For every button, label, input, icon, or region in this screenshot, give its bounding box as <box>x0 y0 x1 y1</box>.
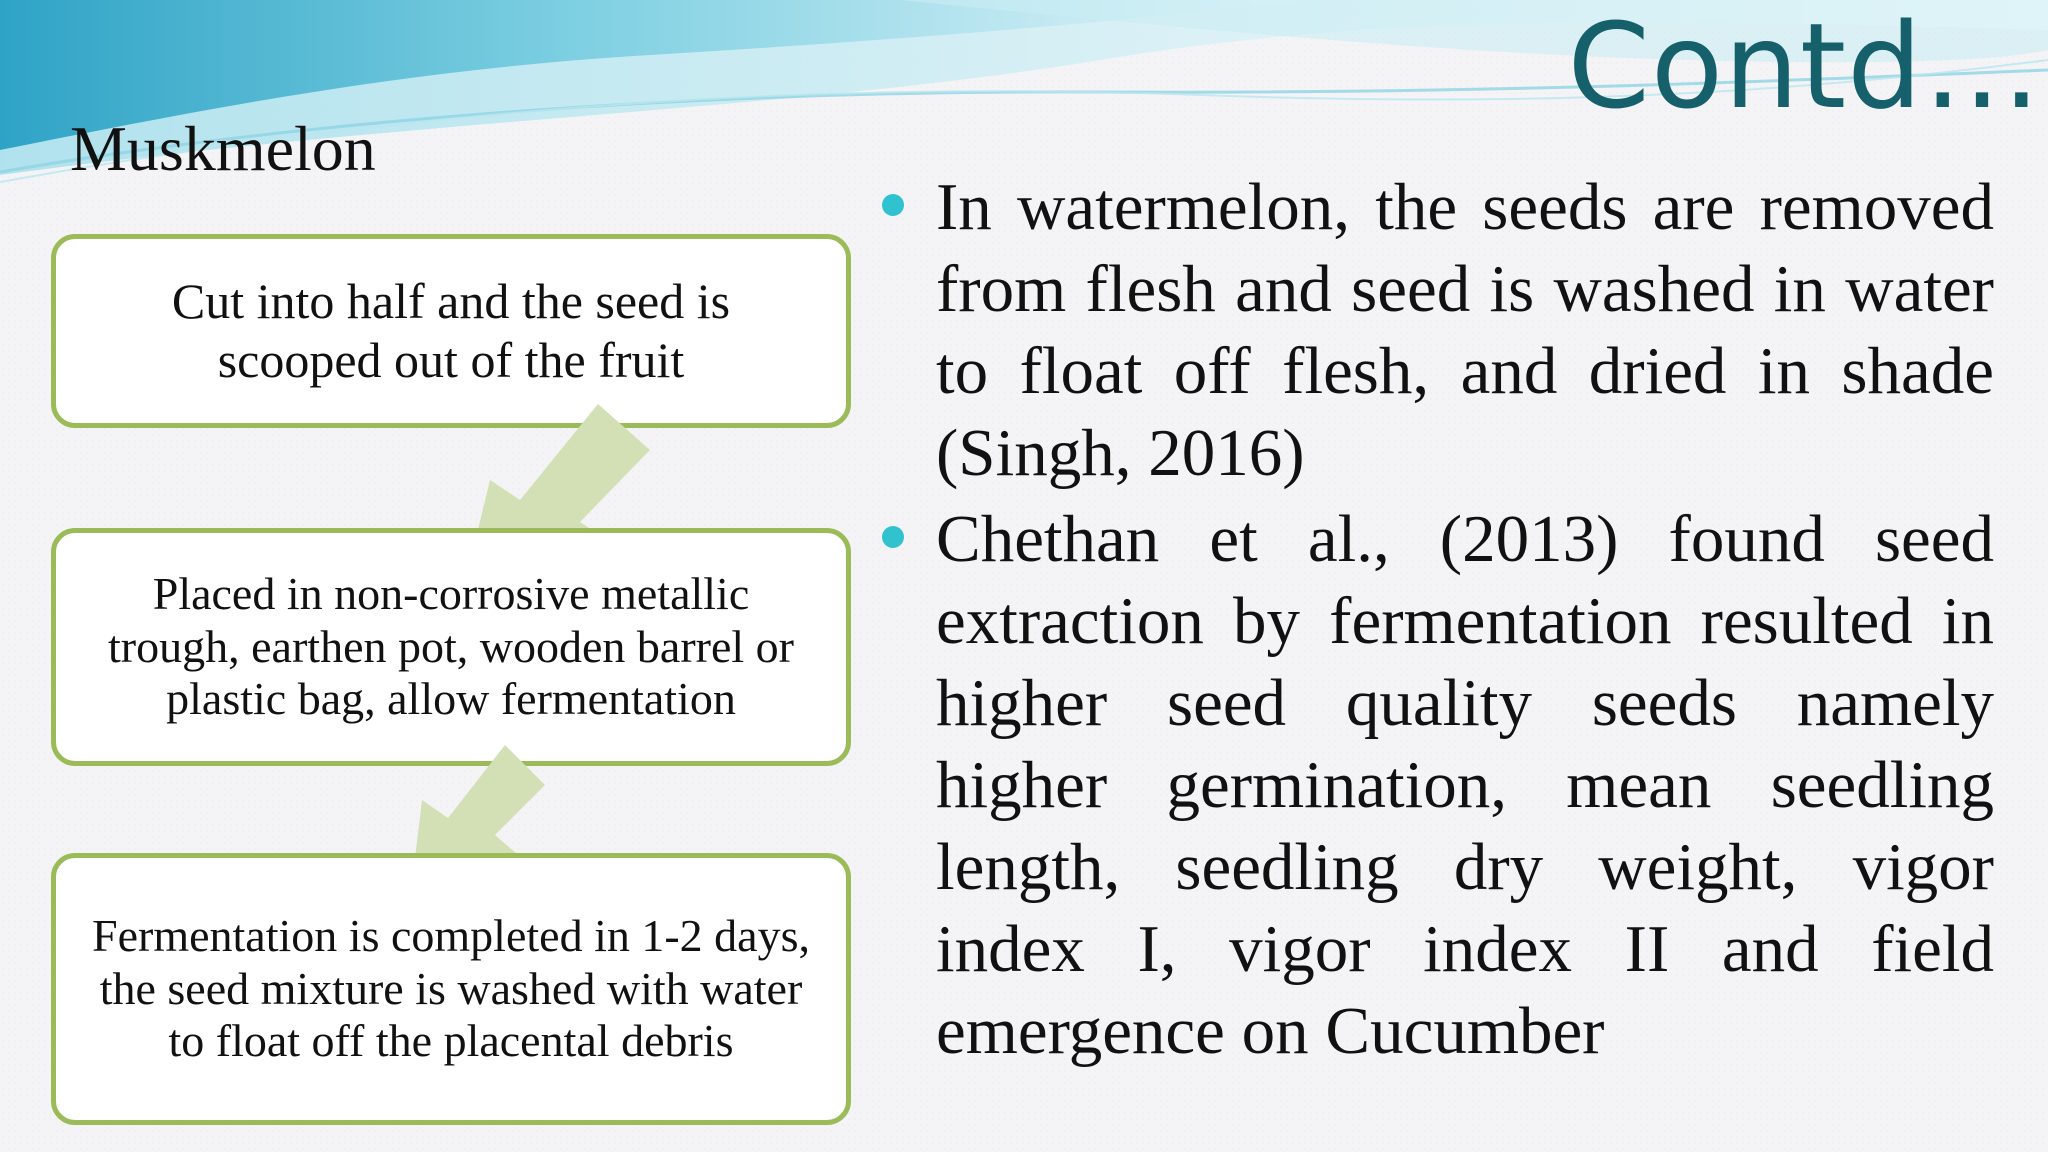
flow-step-2-text: Placed in non-corrosive metallic trough, earthen pot, wooden barrel or plastic bag, allow fermentation <box>108 567 794 725</box>
bullet-text-1: In watermelon, the seeds are removed from flesh and seed is washed in water to float off flesh, and dried in shade (Singh, 2016) <box>936 170 1994 490</box>
bullet-list <box>876 166 1994 1076</box>
bullet-item-watermelon <box>876 166 1994 494</box>
flow-step-1-text: Cut into half and the seed is scooped out of the fruit <box>171 273 731 388</box>
flow-arrow-2-icon <box>400 740 550 865</box>
bullet-text-2: Chethan et al., (2013) found seed extraction by fermentation resulted in higher seed quality seeds namely higher germination, mean seedling length, seedling dry weight, vigor index I, vigor index II and field emergence on Cucumber <box>936 502 1994 1068</box>
slide-title: Contd… <box>1567 0 2042 135</box>
section-subtitle: Muskmelon <box>70 113 376 184</box>
flow-arrow-1-icon <box>450 392 650 542</box>
bullet-icon <box>882 194 904 216</box>
bullet-item-chethan <box>876 498 1994 1072</box>
flow-step-3-text: Fermentation is completed in 1-2 days, the seed mixture is washed with water to float off the placental debris <box>92 909 810 1067</box>
flow-step-2 <box>51 528 851 766</box>
flow-step-3 <box>51 853 851 1125</box>
bullet-icon <box>882 526 904 548</box>
